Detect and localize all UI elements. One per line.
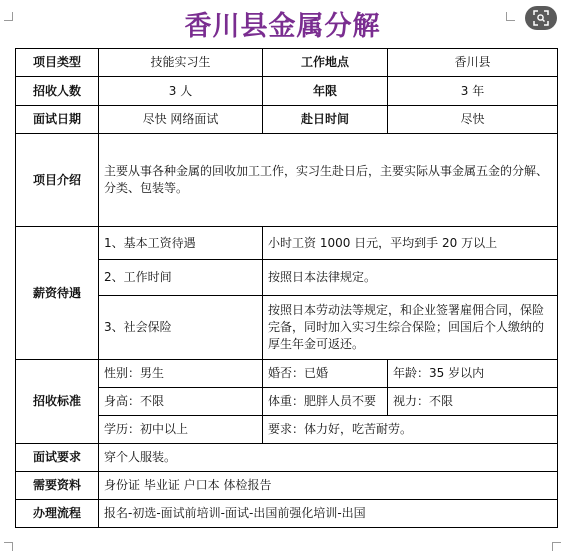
process-label: 办理流程 <box>16 500 99 528</box>
interview-date-label: 面试日期 <box>16 106 99 134</box>
process-value: 报名-初选-面试前培训-面试-出国前强化培训-出国 <box>99 500 558 528</box>
type-label: 项目类型 <box>16 49 99 77</box>
table-row <box>16 134 558 227</box>
term-value: 3 年 <box>388 77 558 106</box>
criteria-requirement: 要求：体力好，吃苦耐劳。 <box>263 416 558 444</box>
salary-item-name: 2、工作时间 <box>99 260 263 296</box>
salary-item-name: 1、基本工资待遇 <box>99 227 263 260</box>
intro-value: 主要从事各种金属的回收加工工作，实习生赴日后，主要实际从事金属五金的分解、分类、包装等。 <box>99 134 558 227</box>
criteria-age: 年龄：35 岁以内 <box>388 360 558 388</box>
table-row <box>16 360 558 388</box>
criteria-gender: 性别：男生 <box>99 360 263 388</box>
type-value: 技能实习生 <box>99 49 263 77</box>
docs-value: 身份证 毕业证 户口本 体检报告 <box>99 472 558 500</box>
table-row <box>16 106 558 134</box>
count-value: 3 人 <box>99 77 263 106</box>
count-label: 招收人数 <box>16 77 99 106</box>
depart-value: 尽快 <box>388 106 558 134</box>
table-row <box>16 472 558 500</box>
location-label: 工作地点 <box>263 49 388 77</box>
table-row <box>16 227 558 260</box>
table-row <box>16 500 558 528</box>
interview-date-value: 尽快 网络面试 <box>99 106 263 134</box>
criteria-label: 招收标准 <box>16 360 99 444</box>
criteria-weight: 体重：肥胖人员不要 <box>263 388 388 416</box>
location-value: 香川县 <box>388 49 558 77</box>
criteria-height: 身高：不限 <box>99 388 263 416</box>
table-row <box>16 49 558 77</box>
criteria-vision: 视力：不限 <box>388 388 558 416</box>
criteria-education: 学历：初中以上 <box>99 416 263 444</box>
crop-mark-bottom-right <box>552 542 561 551</box>
crop-mark-bottom-left <box>4 542 13 551</box>
salary-item-value: 按照日本法律规定。 <box>263 260 558 296</box>
salary-item-value: 小时工资 1000 日元，平均到手 20 万以上 <box>263 227 558 260</box>
salary-item-name: 3、社会保险 <box>99 296 263 360</box>
table-row <box>16 444 558 472</box>
interview-req-label: 面试要求 <box>16 444 99 472</box>
depart-label: 赴日时间 <box>263 106 388 134</box>
docs-label: 需要资料 <box>16 472 99 500</box>
salary-label: 薪资待遇 <box>16 227 99 360</box>
interview-req-value: 穿个人服装。 <box>99 444 558 472</box>
table-row <box>16 77 558 106</box>
term-label: 年限 <box>263 77 388 106</box>
page-title: 香川县金属分解 <box>184 11 381 42</box>
intro-label: 项目介绍 <box>16 134 99 227</box>
criteria-marital: 婚否：已婚 <box>263 360 388 388</box>
salary-item-value: 按照日本劳动法等规定，和企业签署雇佣合同，保险完备，同时加入实习生综合保险；回国后个人缴纳的厚生年金可返还。 <box>263 296 558 360</box>
recruitment-table <box>15 48 558 528</box>
